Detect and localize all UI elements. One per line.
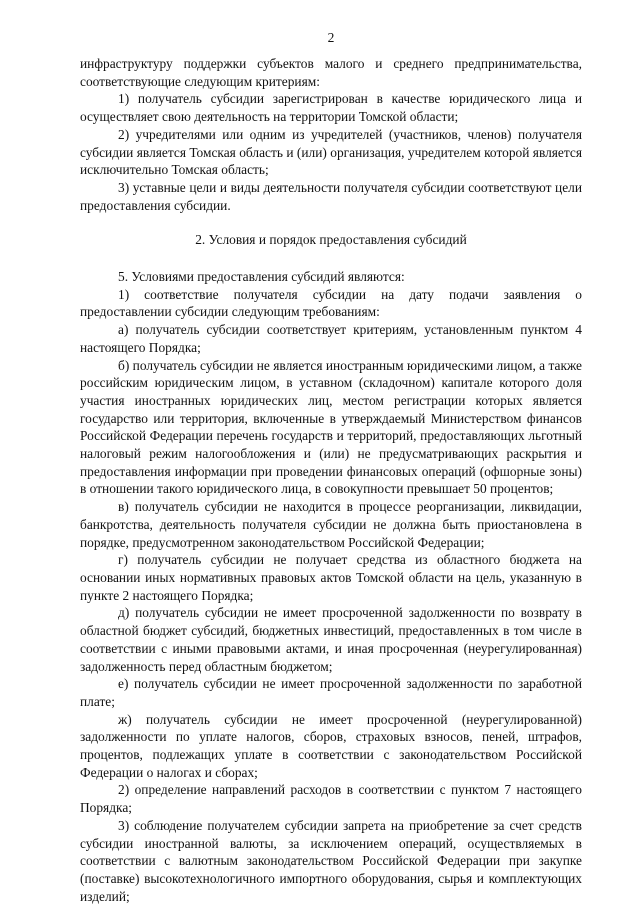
requirement-a: а) получатель субсидии соответствует критериям, установленным пунктом 4 настоящего Порядка; <box>80 322 582 355</box>
criterion-1: 1) получатель субсидии зарегистрирован в качестве юридического лица и осуществляет свою деятельность на территории Томской области; <box>80 91 582 125</box>
requirement-v: в) получатель субсидии не находится в процессе реорганизации, ликвидации, банкротства, деятельность получателя субсидии не должна быть приостановлена в порядке, предусмотренном законодательством Российской Федерации; <box>80 499 582 550</box>
requirement-d: д) получатель субсидии не имеет просроченной задолженности по возврату в областной бюджет субсидий, бюджетных инвестиций, предоставленных в том числе в соответствии с иными правовыми актами, и иная просроченная (неурегулированная) задолженность перед областным бюджетом; <box>80 605 582 674</box>
clause-5: 5. Условиями предоставления субсидий являются: <box>118 269 405 285</box>
requirement-g: г) получатель субсидии не получает средства из областного бюджета на основании иных нормативных правовых актов Томской области на цель, указанную в пункте 2 настоящего Порядка; <box>80 552 582 603</box>
requirement-e: е) получатель субсидии не имеет просроченной задолженности по заработной плате; <box>80 676 582 709</box>
requirement-b: б) получатель субсидии не является иностранным юридическими лицом, а также российским юридическим лицом, в уставном (складочном) капитале которого доля участия иностранных юридических лиц, местом регистрации которых является государство или территория, включенные в утверждаемый Министерством финансов Российской Федерации перечень государств и территорий, предоставляющих льготный налоговый режим налогообложения и (или) не предусматривающих раскрытия и предоставления информации при проведении финансовых операций (офшорные зоны) в отношении такого юридического лица, в совокупности превышает 50 процентов; <box>80 357 582 497</box>
condition-1: 1) соответствие получателя субсидии на дату подачи заявления о предоставлении субсидии следующим требованиям: <box>80 286 582 320</box>
condition-2: 2) определение направлений расходов в соответствии с пунктом 7 настоящего Порядка; <box>80 782 582 816</box>
page-number: 2 <box>327 30 335 45</box>
requirement-zh: ж) получатель субсидии не имеет просроченной (неурегулированной) задолженности по уплате налогов, сборов, страховых взносов, пеней, штрафов, процентов, подлежащих уплате в соответствии с законодательством Российской Федерации о налогах и сборах; <box>80 711 582 780</box>
section-heading: 2. Условия и порядок предоставления субсидий <box>195 232 467 248</box>
criterion-2: 2) учредителями или одним из учредителей (участников, членов) получателя субсидии является Томская область и (или) организация, учредителем которой является исключительно Томская область; <box>80 126 582 178</box>
condition-3: 3) соблюдение получателем субсидии запрета на приобретение за счет средств субсидии иностранной валюты, за исключением операций, осуществляемых в соответствии с валютным законодательством Российской Федерации при закупке (поставке) высокотехнологичного импортного оборудования, сырья и комплектующих изделий; <box>80 817 582 904</box>
criterion-3: 3) уставные цели и виды деятельности получателя субсидии соответствуют цели предоставления субсидии. <box>80 179 582 213</box>
intro-paragraph-continuation: инфраструктуру поддержки субъектов малого и среднего предпринимательства, соответствующие следующим критериям: <box>80 56 582 89</box>
